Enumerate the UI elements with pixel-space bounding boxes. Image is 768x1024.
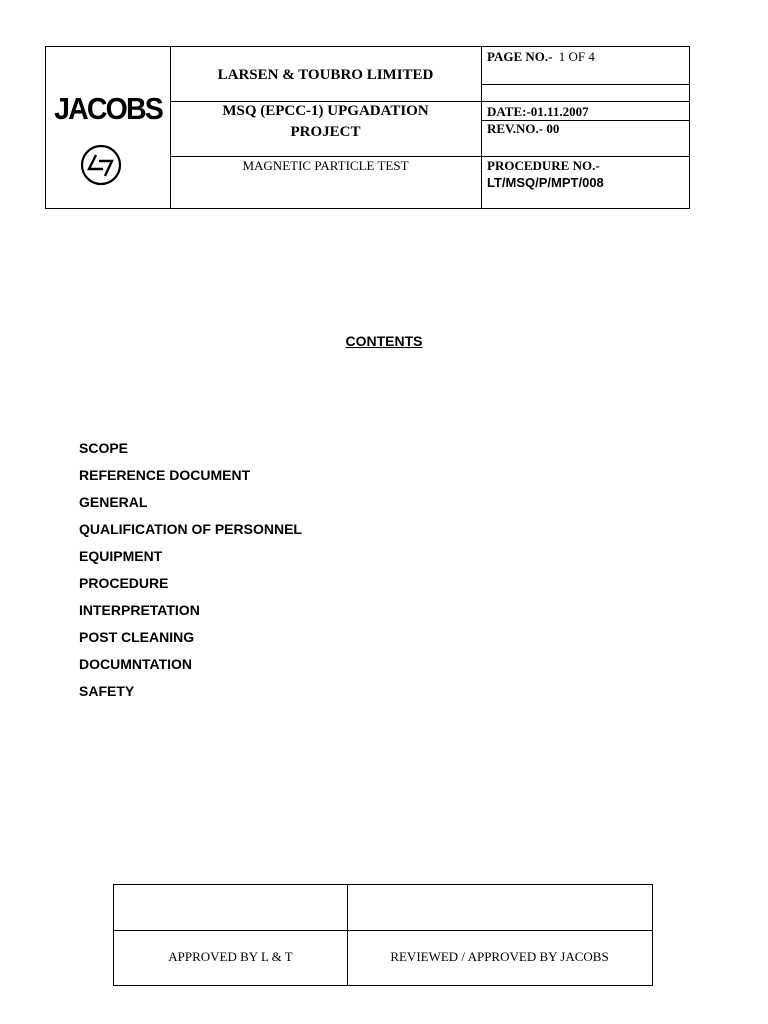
project-title-line1: MSQ (EPCC-1) UPGADATION (222, 103, 429, 119)
document-date: DATE:-01.11.2007 (487, 104, 589, 119)
company-name: LARSEN & TOUBRO LIMITED (217, 67, 434, 83)
toc-item: DOCUMNTATION (79, 656, 193, 672)
contents-heading: CONTENTS (345, 333, 423, 349)
project-title-line2: PROJECT (290, 124, 361, 140)
page-number (487, 49, 595, 65)
lt-logo-icon (79, 143, 123, 187)
header-rule (170, 101, 689, 102)
toc-item: SAFETY (79, 683, 135, 699)
toc-item: REFERENCE DOCUMENT (79, 467, 251, 483)
table-of-contents (79, 438, 302, 708)
header-rule (481, 84, 689, 85)
approved-by-lt-label: APPROVED BY L & T (168, 949, 293, 964)
toc-item: GENERAL (79, 494, 148, 510)
toc-item: QUALIFICATION OF PERSONNEL (79, 521, 302, 537)
header-rule (170, 156, 689, 157)
toc-item: EQUIPMENT (79, 548, 163, 564)
revision-number: REV.NO.- 00 (487, 121, 560, 136)
approval-divider (347, 885, 348, 985)
procedure-number: LT/MSQ/P/MPT/008 (487, 175, 604, 190)
approval-table (113, 884, 653, 986)
header-divider (481, 47, 482, 208)
jacobs-logo: JACOBS (54, 91, 162, 126)
page-number-label: PAGE NO.- (487, 49, 553, 64)
toc-item: PROCEDURE (79, 575, 169, 591)
toc-item: POST CLEANING (79, 629, 195, 645)
document-header (45, 46, 690, 209)
procedure-label: PROCEDURE NO.- (487, 158, 600, 173)
test-name: MAGNETIC PARTICLE TEST (242, 158, 409, 173)
page-number-value: 1 OF 4 (558, 49, 595, 64)
toc-item: INTERPRETATION (79, 602, 200, 618)
approval-rule (114, 930, 652, 931)
toc-item: SCOPE (79, 440, 129, 456)
reviewed-by-jacobs-label: REVIEWED / APPROVED BY JACOBS (390, 949, 609, 964)
